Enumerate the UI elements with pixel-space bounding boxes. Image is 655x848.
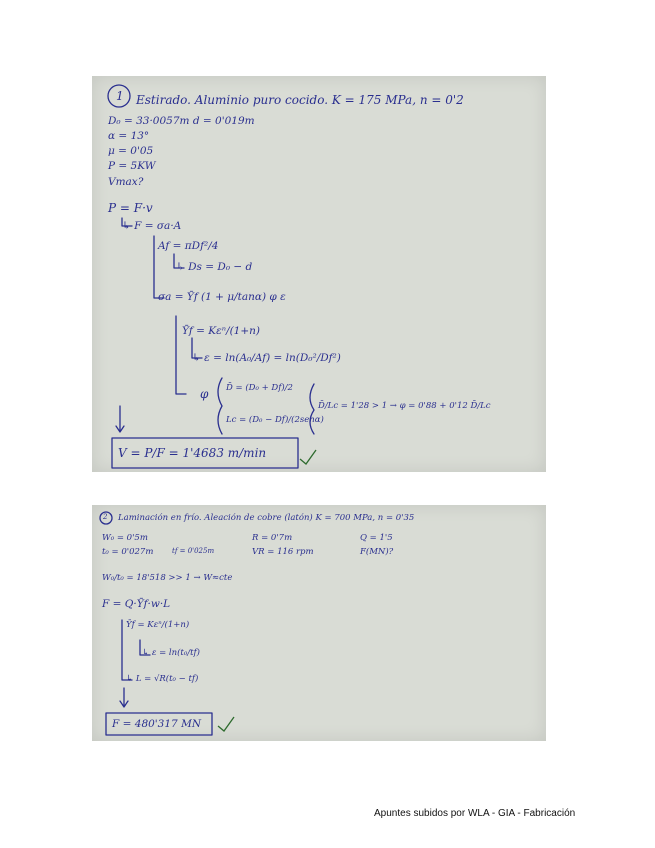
- footer-credit: Apuntes subidos por WLA - GIA - Fabricación: [374, 808, 576, 819]
- eq-lc: Lc = (D₀ − Df)/(2senα): [226, 415, 324, 425]
- given-q: Q = 1'5: [360, 533, 393, 543]
- notebook-photo-problem-2: [92, 505, 546, 741]
- eq-force: ↳ F = σa·A: [122, 220, 182, 232]
- eq-sigma: σa = Ȳf (1 + μ/tanα) φ ε: [158, 291, 286, 303]
- given-mu: μ = 0'05: [108, 145, 154, 157]
- given-vr: VR = 116 rpm: [252, 547, 314, 557]
- eq-power: P = F·v: [108, 201, 153, 215]
- given-alpha: α = 13°: [108, 130, 150, 142]
- given-t0: t₀ = 0'027m: [102, 547, 154, 557]
- eq-area: Af = πDf²/4: [158, 240, 219, 252]
- eq-yf: Ȳf = Kεⁿ/(1+n): [182, 325, 260, 337]
- problem-title-2: Laminación en frío. Aleación de cobre (latón) K = 700 MPa, n = 0'35: [118, 513, 415, 523]
- phi-symbol: φ: [200, 387, 209, 401]
- eq-eps-2: ↳ ε = ln(t₀/tf): [142, 648, 200, 658]
- question-f: F(MN)?: [360, 547, 394, 557]
- eq-ds: ↳ Ds = D₀ − d: [176, 261, 253, 273]
- notebook-photo-problem-1: [92, 76, 546, 472]
- problem-number-2: 2: [103, 513, 108, 521]
- brace-phi: [218, 378, 222, 434]
- problem-title: Estirado. Aluminio puro cocido. K = 175 MPa, n = 0'2: [136, 93, 464, 107]
- question: Vmax?: [108, 176, 144, 188]
- check-mark-2: [218, 717, 234, 731]
- given-power: P = 5KW: [108, 160, 156, 172]
- brace-ratio: [310, 384, 314, 434]
- eq-eps: ↳ ε = ln(A₀/Af) = ln(D₀²/Df²): [192, 352, 341, 364]
- eq-force-2: F = Q·Ȳf·w·L: [102, 598, 171, 610]
- given-d0: D₀ = 33·0057m d = 0'019m: [108, 115, 255, 127]
- given-tf: tf = 0'025m: [172, 547, 215, 555]
- result-force: F = 480'317 MN: [112, 718, 202, 730]
- eq-ratio: W₀/t₀ = 18'518 >> 1 → W≈cte: [102, 573, 233, 583]
- handwriting-strokes: [92, 76, 546, 472]
- down-arrow: [116, 406, 124, 432]
- result-velocity: V = P/F = 1'4683 m/min: [118, 446, 267, 460]
- eq-yf-2: Ȳf = Kεⁿ/(1+n): [126, 620, 190, 630]
- problem-number: 1: [116, 89, 124, 103]
- eq-phi: D̄/Lc = 1'28 > 1 → φ = 0'88 + 0'12 D̄/Lc: [318, 401, 491, 411]
- given-w0: W₀ = 0'5m: [102, 533, 148, 543]
- given-r: R = 0'7m: [252, 533, 293, 543]
- down-arrow-2: [120, 688, 128, 707]
- check-mark: [300, 450, 316, 464]
- eq-l: ↳ L = √R(t₀ − tf): [126, 674, 199, 684]
- eq-dbar: D̄ = (D₀ + Df)/2: [226, 383, 293, 393]
